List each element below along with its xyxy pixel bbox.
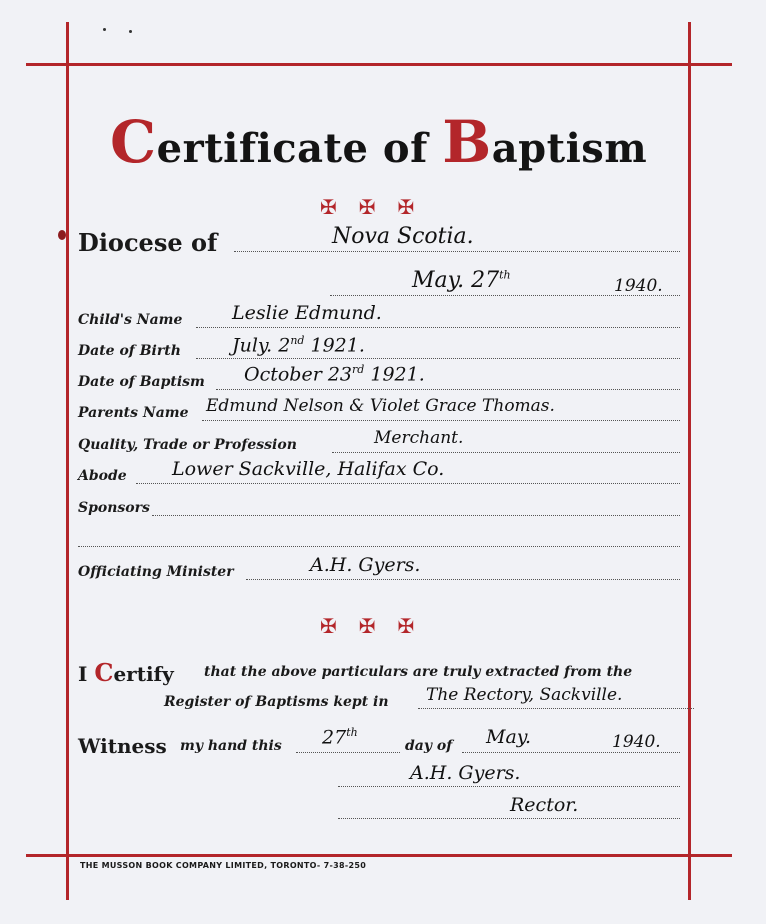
- speck: [103, 28, 106, 31]
- title-initial-2: B: [442, 108, 492, 176]
- abode-value: Lower Sackville, Halifax Co.: [172, 458, 445, 480]
- title-initial: C: [110, 108, 157, 176]
- bottom-rule: [26, 854, 732, 857]
- register-place: The Rectory, Sackville.: [426, 685, 623, 705]
- abode-line: [136, 483, 680, 484]
- witness-day: [322, 726, 358, 748]
- certify-i: I: [78, 662, 88, 686]
- rector-title: Rector.: [510, 794, 579, 816]
- right-rule: [688, 22, 691, 900]
- parents-name-value: Edmund Nelson & Violet Grace Thomas.: [206, 396, 555, 416]
- witness-month: May.: [486, 726, 532, 748]
- certify-text-1: that the above particulars are truly extracted from the: [204, 664, 633, 680]
- ornament-top: ✠✠✠: [320, 195, 437, 219]
- certify-heading: [78, 658, 174, 687]
- witness-day-text: 27: [322, 726, 347, 749]
- date-of-birth-label: Date of Birth: [78, 343, 181, 359]
- title-word-2: aptism: [491, 125, 648, 172]
- diocese-label-text: Diocese of: [78, 228, 218, 257]
- child-name-label: Child's Name: [78, 312, 183, 328]
- dobap-year: 1921.: [370, 363, 425, 386]
- date-month-day-text: May. 27: [412, 268, 500, 293]
- quality-label: Quality, Trade or Profession: [78, 437, 297, 453]
- quality-value: Merchant.: [374, 428, 464, 448]
- witness-initial: W: [78, 734, 101, 758]
- top-rule: [26, 63, 732, 66]
- minister-label: Officiating Minister: [78, 564, 234, 580]
- left-rule: [66, 22, 69, 900]
- dob-year: 1921.: [310, 334, 365, 357]
- minister-value: A.H. Gyers.: [310, 554, 421, 576]
- dob-text: July. 2: [232, 334, 291, 357]
- certify-text-2: Register of Baptisms kept in: [164, 694, 389, 710]
- witness-month-line: [462, 752, 680, 753]
- speck: [129, 30, 132, 33]
- witness-text-2: day of: [405, 738, 453, 754]
- ink-blot: [58, 230, 66, 240]
- title-line: [338, 818, 680, 819]
- witness-text-1: my hand this: [180, 738, 282, 754]
- date-year: 1940.: [614, 276, 663, 296]
- dobap-text: October 23: [244, 363, 352, 386]
- witness-year: 1940.: [612, 732, 661, 752]
- printer-imprint: THE MUSSON BOOK COMPANY LIMITED, TORONTO- 7-38-250: [80, 861, 367, 870]
- title-word-1: ertificate of: [156, 125, 443, 172]
- sponsors-line-2: [78, 546, 680, 547]
- date-suffix: th: [499, 268, 511, 282]
- minister-line: [246, 579, 680, 580]
- date-of-birth-line: [196, 358, 680, 359]
- child-name-line: [196, 327, 680, 328]
- dobap-suffix: rd: [352, 363, 365, 376]
- witness-day-suffix: th: [346, 726, 358, 739]
- date-of-baptism-value: [244, 363, 425, 385]
- diocese-line: [234, 251, 680, 252]
- signature-line: [338, 786, 680, 787]
- witness-heading: [78, 734, 167, 758]
- rector-signature: A.H. Gyers.: [410, 762, 521, 784]
- diocese-label: [78, 228, 217, 257]
- witness-word: itness: [100, 734, 167, 758]
- sponsors-label: Sponsors: [78, 500, 150, 516]
- witness-day-line: [296, 752, 400, 753]
- parents-name-label: Parents Name: [78, 405, 189, 421]
- sponsors-line: [152, 515, 680, 516]
- dob-suffix: nd: [290, 334, 305, 347]
- ornament-bottom: ✠✠✠: [320, 614, 437, 638]
- date-of-birth-value: [232, 334, 365, 356]
- quality-line: [332, 452, 680, 453]
- certify-word: ertify: [113, 662, 174, 686]
- date-of-baptism-label: Date of Baptism: [78, 374, 205, 390]
- child-name-value: Leslie Edmund.: [232, 302, 382, 324]
- abode-label: Abode: [78, 468, 127, 484]
- date-of-baptism-line: [216, 389, 680, 390]
- diocese-value: Nova Scotia.: [332, 224, 474, 249]
- certify-initial: C: [94, 658, 114, 687]
- date-month-day: [412, 268, 511, 293]
- certificate-title: [110, 108, 647, 176]
- parents-name-line: [202, 420, 680, 421]
- register-line: [418, 708, 694, 709]
